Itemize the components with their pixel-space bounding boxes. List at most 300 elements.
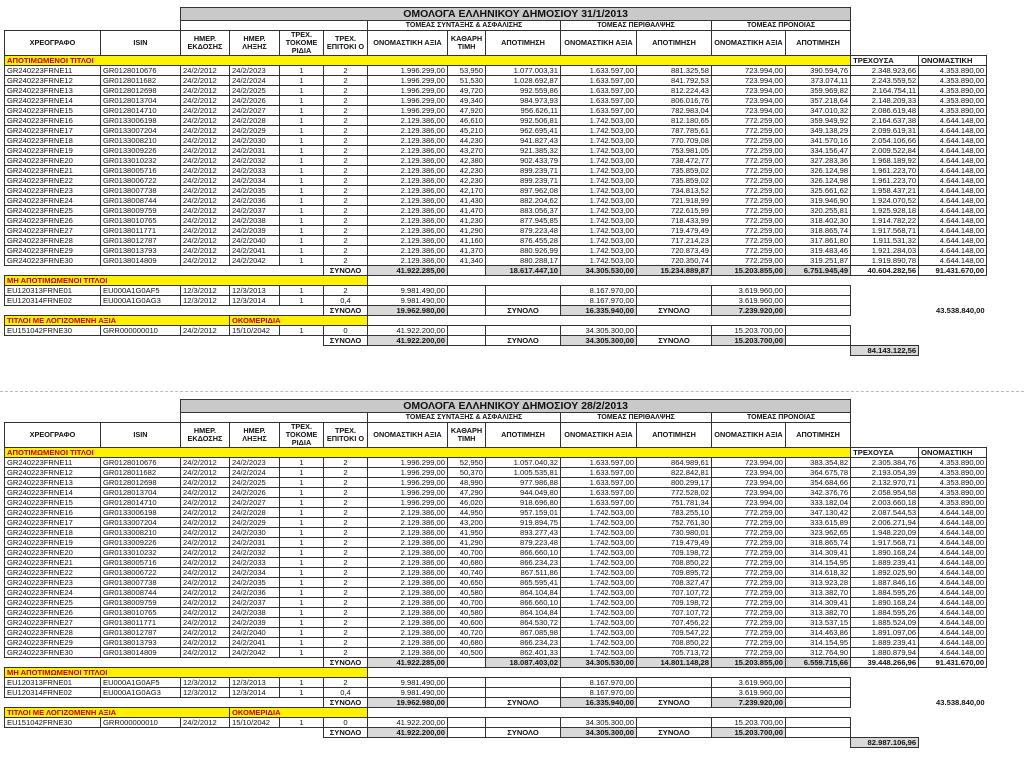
- table-cell: 2: [324, 568, 368, 578]
- table-cell: 4.644.148,00: [919, 176, 987, 186]
- bond-row: [5, 296, 987, 306]
- table-cell: GR0138009759: [101, 206, 181, 216]
- table-cell: 40,680: [448, 638, 486, 648]
- bond-row: [5, 628, 987, 638]
- total-label: ΣΥΝΟΛΟ: [637, 698, 712, 708]
- table-cell: GR240223FRNE13: [5, 478, 101, 488]
- table-cell: 708.850,22: [637, 558, 712, 568]
- spacer: [919, 296, 987, 306]
- spacer: [486, 678, 561, 688]
- table-cell: 866.234,23: [486, 638, 561, 648]
- table-cell: 866.660,10: [486, 598, 561, 608]
- table-cell: 977.986,88: [486, 478, 561, 488]
- total-value: 19.962.980,00: [368, 306, 448, 316]
- table-cell: 772.259,00: [712, 236, 786, 246]
- group-label: ΑΠΟΤΙΜΩΜΕΝΟΙ ΤΙΤΛΟΙ: [5, 448, 851, 458]
- table-cell: 4.644.148,00: [919, 226, 987, 236]
- bond-row: [5, 286, 987, 296]
- table-cell: GR0133006198: [101, 508, 181, 518]
- total-row: [5, 658, 987, 668]
- table-cell: 4.644.148,00: [919, 256, 987, 266]
- spacer: [448, 688, 486, 698]
- header-row: [5, 31, 987, 56]
- table-cell: 41,430: [448, 196, 486, 206]
- table-cell: 772.259,00: [712, 518, 786, 528]
- table-cell: 24/2/2012: [181, 628, 230, 638]
- table-cell: 2: [324, 106, 368, 116]
- table-cell: 984.973,93: [486, 96, 561, 106]
- table-cell: 24/2/2012: [181, 246, 230, 256]
- column-header: ISIN: [101, 423, 181, 448]
- table-cell: 2.129.386,00: [368, 608, 448, 618]
- table-cell: 12/3/2012: [181, 296, 230, 306]
- table-cell: GR240223FRNE15: [5, 106, 101, 116]
- table-cell: 1.742.503,00: [561, 598, 637, 608]
- table-cell: GR240223FRNE19: [5, 146, 101, 156]
- table-cell: 359.969,82: [786, 86, 851, 96]
- bond-row: [5, 468, 987, 478]
- table-cell: 1: [280, 126, 324, 136]
- table-cell: 899.239,71: [486, 176, 561, 186]
- bond-row: [5, 166, 987, 176]
- spacer: [851, 413, 987, 423]
- table-cell: 1.742.503,00: [561, 156, 637, 166]
- column-header: ΟΝΟΜΑΣΤΙΚΗ: [919, 56, 987, 66]
- table-cell: 42,230: [448, 176, 486, 186]
- total-row: [5, 336, 987, 346]
- table-cell: 882.204,62: [486, 196, 561, 206]
- total-row: [5, 698, 987, 708]
- total-row: [5, 728, 987, 738]
- spacer: [448, 336, 486, 346]
- total-value: 15.234.889,87: [637, 266, 712, 276]
- spacer: [786, 678, 851, 688]
- bond-row: [5, 146, 987, 156]
- table-cell: 4.644.148,00: [919, 538, 987, 548]
- table-cell: 730.980,01: [637, 528, 712, 538]
- table-cell: GR0138012787: [101, 628, 181, 638]
- table-cell: 314.154,95: [786, 558, 851, 568]
- table-cell: 2.129.386,00: [368, 518, 448, 528]
- table-cell: 864.104,84: [486, 588, 561, 598]
- table-cell: 2: [324, 598, 368, 608]
- spacer: [786, 286, 851, 296]
- table-cell: 4.353.890,00: [919, 488, 987, 498]
- table-cell: 1.742.503,00: [561, 538, 637, 548]
- table-cell: 2: [324, 468, 368, 478]
- table-cell: 41,290: [448, 538, 486, 548]
- table-cell: GR0138005716: [101, 558, 181, 568]
- table-cell: 41,370: [448, 246, 486, 256]
- table-cell: 770.709,08: [637, 136, 712, 146]
- table-cell: 4.644.148,00: [919, 196, 987, 206]
- table-cell: 2.129.386,00: [368, 246, 448, 256]
- table-cell: 893.277,43: [486, 528, 561, 538]
- total-value: 14.801.148,28: [637, 658, 712, 668]
- table-cell: 341.570,16: [786, 136, 851, 146]
- table-cell: GR0133010232: [101, 156, 181, 166]
- column-header: ΑΠΟΤΙΜΗΣΗ: [786, 423, 851, 448]
- column-header: ΤΡΕΧ. ΤΟΚΟΜΕ ΡΙΔΙΑ: [280, 31, 324, 56]
- table-cell: 2: [324, 186, 368, 196]
- table-cell: GR240223FRNE27: [5, 618, 101, 628]
- table-cell: 4.644.148,00: [919, 558, 987, 568]
- spacer: [851, 400, 987, 413]
- table-cell: 1.890.168,24: [851, 598, 919, 608]
- table-cell: EU000A1G0AF5: [101, 286, 181, 296]
- table-cell: 772.259,00: [712, 136, 786, 146]
- table-cell: 1: [280, 648, 324, 658]
- table-cell: 876.455,28: [486, 236, 561, 246]
- table-cell: 24/2/2033: [230, 558, 280, 568]
- table-cell: 24/2/2028: [230, 116, 280, 126]
- table-cell: 1.914.782,22: [851, 216, 919, 226]
- bond-row: [5, 538, 987, 548]
- table-cell: GR240223FRNE21: [5, 558, 101, 568]
- table-cell: 24/2/2035: [230, 186, 280, 196]
- table-cell: 24/2/2036: [230, 196, 280, 206]
- table-cell: 41,470: [448, 206, 486, 216]
- table-cell: 723.994,00: [712, 76, 786, 86]
- table-cell: 24/2/2030: [230, 528, 280, 538]
- table-cell: 772.259,00: [712, 558, 786, 568]
- table-cell: 1.742.503,00: [561, 508, 637, 518]
- total-row: [5, 266, 987, 276]
- table-cell: 40,580: [448, 588, 486, 598]
- table-cell: 1.742.503,00: [561, 618, 637, 628]
- table-cell: 1: [280, 166, 324, 176]
- table-cell: GR240223FRNE20: [5, 156, 101, 166]
- spacer: [181, 21, 368, 31]
- title-row: [5, 400, 987, 413]
- spacer: [5, 698, 324, 708]
- table-cell: 1.911.531,32: [851, 236, 919, 246]
- bond-row: [5, 608, 987, 618]
- spacer: [851, 326, 919, 336]
- table-cell: 864.104,84: [486, 608, 561, 618]
- table-cell: 1.742.503,00: [561, 166, 637, 176]
- table-cell: GR240223FRNE14: [5, 96, 101, 106]
- column-header: ΤΡΕΧ. ΕΠΙΤΟΚΙ Ο: [324, 423, 368, 448]
- total-label: ΣΥΝΟΛΟ: [486, 728, 561, 738]
- table-cell: GR0138009759: [101, 598, 181, 608]
- total-label: ΣΥΝΟΛΟ: [486, 698, 561, 708]
- section-row: [5, 21, 987, 31]
- table-cell: 325.661,62: [786, 186, 851, 196]
- table-cell: 1: [280, 638, 324, 648]
- table-cell: 1: [280, 206, 324, 216]
- table-cell: 24/2/2036: [230, 588, 280, 598]
- table-cell: 867.511,86: [486, 568, 561, 578]
- table-cell: GR0133009226: [101, 538, 181, 548]
- spacer: [786, 718, 851, 728]
- group-label: ΟΚΟΜΕΡΙΔΙΑ: [230, 708, 368, 718]
- table-cell: 1.884.595,26: [851, 608, 919, 618]
- table-cell: 2: [324, 558, 368, 568]
- table-cell: 24/2/2025: [230, 86, 280, 96]
- table-cell: 2: [324, 146, 368, 156]
- table-cell: 1.996.299,00: [368, 76, 448, 86]
- table-cell: 4.644.148,00: [919, 236, 987, 246]
- table-cell: 2.129.386,00: [368, 568, 448, 578]
- table-cell: 24/2/2024: [230, 468, 280, 478]
- table-cell: GR240223FRNE25: [5, 598, 101, 608]
- table-cell: 918.696,80: [486, 498, 561, 508]
- table-cell: 24/2/2031: [230, 538, 280, 548]
- table-cell: 24/2/2012: [181, 186, 230, 196]
- table-cell: 40,680: [448, 558, 486, 568]
- table-cell: 2.148.209,33: [851, 96, 919, 106]
- table-cell: 24/2/2032: [230, 156, 280, 166]
- table-cell: 334.156,47: [786, 146, 851, 156]
- table-cell: 2: [324, 528, 368, 538]
- spacer: [5, 738, 851, 748]
- table-cell: 40,580: [448, 608, 486, 618]
- table-cell: 2: [324, 588, 368, 598]
- table-cell: GR0128011682: [101, 76, 181, 86]
- spacer: [448, 286, 486, 296]
- total-label: ΣΥΝΟΛΟ: [637, 336, 712, 346]
- bond-row: [5, 648, 987, 658]
- column-header: ISIN: [101, 31, 181, 56]
- table-cell: 4.644.148,00: [919, 618, 987, 628]
- grand-total: 82.987.106,96: [851, 738, 919, 748]
- table-cell: 2.129.386,00: [368, 588, 448, 598]
- table-cell: 313.923,28: [786, 578, 851, 588]
- table-cell: 944.049,80: [486, 488, 561, 498]
- bond-row: [5, 176, 987, 186]
- table-cell: 24/2/2041: [230, 638, 280, 648]
- table-cell: 24/2/2038: [230, 216, 280, 226]
- table-cell: 738.472,77: [637, 156, 712, 166]
- table-cell: 2.129.386,00: [368, 648, 448, 658]
- total-value: 41.922.200,00: [368, 728, 448, 738]
- table-cell: EU120313FRNE01: [5, 286, 101, 296]
- table-cell: 812.180,65: [637, 116, 712, 126]
- table-cell: 314.463,86: [786, 628, 851, 638]
- table-cell: 24/2/2012: [181, 498, 230, 508]
- table-cell: 24/2/2012: [181, 638, 230, 648]
- table-cell: GR0138013793: [101, 638, 181, 648]
- table-cell: 1.742.503,00: [561, 558, 637, 568]
- table-cell: 772.259,00: [712, 648, 786, 658]
- table-cell: 1.996.299,00: [368, 86, 448, 96]
- table-cell: GR240223FRNE17: [5, 126, 101, 136]
- column-header: ΑΠΟΤΙΜΗΣΗ: [637, 423, 712, 448]
- table-cell: 902.433,79: [486, 156, 561, 166]
- table-cell: 1.996.299,00: [368, 488, 448, 498]
- total-label: ΣΥΝΟΛΟ: [324, 728, 368, 738]
- table-cell: 2.129.386,00: [368, 578, 448, 588]
- total-value: 34.305.530,00: [561, 266, 637, 276]
- table-cell: 1.077.003,31: [486, 66, 561, 76]
- group-label-row: [5, 316, 987, 326]
- bond-row: [5, 106, 987, 116]
- table-cell: 1: [280, 256, 324, 266]
- table-cell: 24/2/2012: [181, 478, 230, 488]
- bond-row: [5, 718, 987, 728]
- spacer: [5, 658, 324, 668]
- table-cell: 314.154,95: [786, 638, 851, 648]
- table-cell: 40,600: [448, 618, 486, 628]
- spacer: [637, 286, 712, 296]
- total-value: 41.922.285,00: [368, 266, 448, 276]
- table-cell: 24/2/2012: [181, 176, 230, 186]
- spacer: [448, 678, 486, 688]
- table-cell: 2: [324, 488, 368, 498]
- table-cell: 722.615,99: [637, 206, 712, 216]
- table-cell: 2.129.386,00: [368, 136, 448, 146]
- table-cell: 24/2/2012: [181, 66, 230, 76]
- table-cell: 24/2/2012: [181, 518, 230, 528]
- spacer: [368, 708, 987, 718]
- table-cell: GR0133007204: [101, 126, 181, 136]
- spacer: [448, 326, 486, 336]
- table-cell: 319.946,90: [786, 196, 851, 206]
- bond-row: [5, 236, 987, 246]
- spacer: [851, 336, 987, 346]
- table-cell: 2.129.386,00: [368, 558, 448, 568]
- side-total: 43.538.840,00: [936, 306, 985, 315]
- table-cell: 1: [280, 246, 324, 256]
- spacer: [448, 728, 486, 738]
- table-cell: 772.259,00: [712, 638, 786, 648]
- bond-row: [5, 116, 987, 126]
- table-cell: 883.056,37: [486, 206, 561, 216]
- table-cell: 1.005.535,81: [486, 468, 561, 478]
- column-header: ΗΜΕΡ. ΕΚΔΟΣΗΣ: [181, 31, 230, 56]
- table-cell: 4.644.148,00: [919, 186, 987, 196]
- table-cell: 0: [324, 326, 368, 336]
- table-cell: 0: [324, 718, 368, 728]
- total-value: 15.203.855,00: [712, 658, 786, 668]
- table-cell: 2.129.386,00: [368, 126, 448, 136]
- total-row: [5, 306, 987, 316]
- table-cell: 1.633.597,00: [561, 498, 637, 508]
- table-cell: 3.619.960,00: [712, 296, 786, 306]
- table-cell: 1: [280, 146, 324, 156]
- group-label-row: [5, 708, 987, 718]
- table-cell: 1.742.503,00: [561, 176, 637, 186]
- table-cell: 1.633.597,00: [561, 76, 637, 86]
- table-cell: 1: [280, 588, 324, 598]
- table-cell: 709.198,72: [637, 548, 712, 558]
- spacer: [448, 698, 486, 708]
- spacer: [637, 326, 712, 336]
- column-header: ΤΡΕΧ. ΕΠΙΤΟΚΙ Ο: [324, 31, 368, 56]
- table-cell: 2.164.754,11: [851, 86, 919, 96]
- table-cell: GR0138007738: [101, 186, 181, 196]
- table-cell: 772.259,00: [712, 176, 786, 186]
- table-cell: 41.922.200,00: [368, 326, 448, 336]
- table-cell: 897.962,08: [486, 186, 561, 196]
- table-cell: 2.129.386,00: [368, 206, 448, 216]
- table-cell: 4.644.148,00: [919, 518, 987, 528]
- spacer: [919, 31, 987, 56]
- spacer: [786, 296, 851, 306]
- table-cell: 2: [324, 608, 368, 618]
- table-cell: 1.742.503,00: [561, 256, 637, 266]
- bond-row: [5, 126, 987, 136]
- table-cell: EU151042FRNE30: [5, 326, 101, 336]
- table-cell: 1.742.503,00: [561, 116, 637, 126]
- table-cell: 4.644.148,00: [919, 648, 987, 658]
- spacer: [851, 688, 919, 698]
- column-header: ΟΝΟΜΑΣΤΙΚΗ ΑΞΙΑ: [561, 423, 637, 448]
- column-header: ΟΝΟΜΑΣΤΙΚΗ ΑΞΙΑ: [712, 423, 786, 448]
- table-cell: 1.890.168,24: [851, 548, 919, 558]
- spacer: [637, 688, 712, 698]
- table-cell: 1: [280, 136, 324, 146]
- table-cell: 2: [324, 116, 368, 126]
- table-cell: 323.962,65: [786, 528, 851, 538]
- table-cell: 318.402,30: [786, 216, 851, 226]
- table-cell: 1: [280, 618, 324, 628]
- table-cell: 992.559,86: [486, 86, 561, 96]
- table-cell: 1: [280, 528, 324, 538]
- table-cell: 24/2/2041: [230, 246, 280, 256]
- table-cell: 723.994,00: [712, 66, 786, 76]
- total-value: 16.335.940,00: [561, 306, 637, 316]
- table-cell: GR240223FRNE18: [5, 528, 101, 538]
- table-cell: 822.842,81: [637, 468, 712, 478]
- table-cell: 359.949,92: [786, 116, 851, 126]
- table-cell: 12/3/2014: [230, 688, 280, 698]
- table-cell: 49,720: [448, 86, 486, 96]
- total-value: 34.305.530,00: [561, 658, 637, 668]
- table-cell: 1.742.503,00: [561, 216, 637, 226]
- table-cell: 43,270: [448, 146, 486, 156]
- total-value: 34.305.300,00: [561, 336, 637, 346]
- table-cell: GR0138014809: [101, 256, 181, 266]
- total-label: ΣΥΝΟΛΟ: [324, 306, 368, 316]
- table-cell: 42,230: [448, 166, 486, 176]
- table-cell: GR0138005716: [101, 166, 181, 176]
- table-cell: 2.305.384,76: [851, 458, 919, 468]
- table-cell: GR240223FRNE16: [5, 116, 101, 126]
- table-cell: 4.644.148,00: [919, 206, 987, 216]
- table-cell: 772.259,00: [712, 246, 786, 256]
- bond-row: [5, 578, 987, 588]
- table-cell: 2.129.386,00: [368, 116, 448, 126]
- bond-row: [5, 638, 987, 648]
- table-cell: 723.994,00: [712, 488, 786, 498]
- table-cell: 24/2/2040: [230, 236, 280, 246]
- table-cell: 723.994,00: [712, 468, 786, 478]
- bond-row: [5, 588, 987, 598]
- table-cell: 24/2/2024: [230, 76, 280, 86]
- table-cell: 862.401,33: [486, 648, 561, 658]
- column-header: ΤΡΕΧΟΥΣΑ: [851, 448, 919, 458]
- table-cell: 24/2/2031: [230, 146, 280, 156]
- table-cell: 8.167.970,00: [561, 688, 637, 698]
- bond-row: [5, 96, 987, 106]
- table-cell: 1.633.597,00: [561, 458, 637, 468]
- table-cell: 1: [280, 548, 324, 558]
- table-cell: 1: [280, 116, 324, 126]
- table-cell: 1: [280, 488, 324, 498]
- table-cell: 24/2/2040: [230, 628, 280, 638]
- total-label: ΣΥΝΟΛΟ: [324, 698, 368, 708]
- table-cell: 320.255,81: [786, 206, 851, 216]
- total-value: 6.751.945,49: [786, 266, 851, 276]
- table-cell: 956.626,11: [486, 106, 561, 116]
- table-cell: 42,380: [448, 156, 486, 166]
- table-cell: 2.129.386,00: [368, 166, 448, 176]
- table-cell: GR0133006198: [101, 116, 181, 126]
- table-cell: 8.167.970,00: [561, 678, 637, 688]
- table-cell: 772.259,00: [712, 196, 786, 206]
